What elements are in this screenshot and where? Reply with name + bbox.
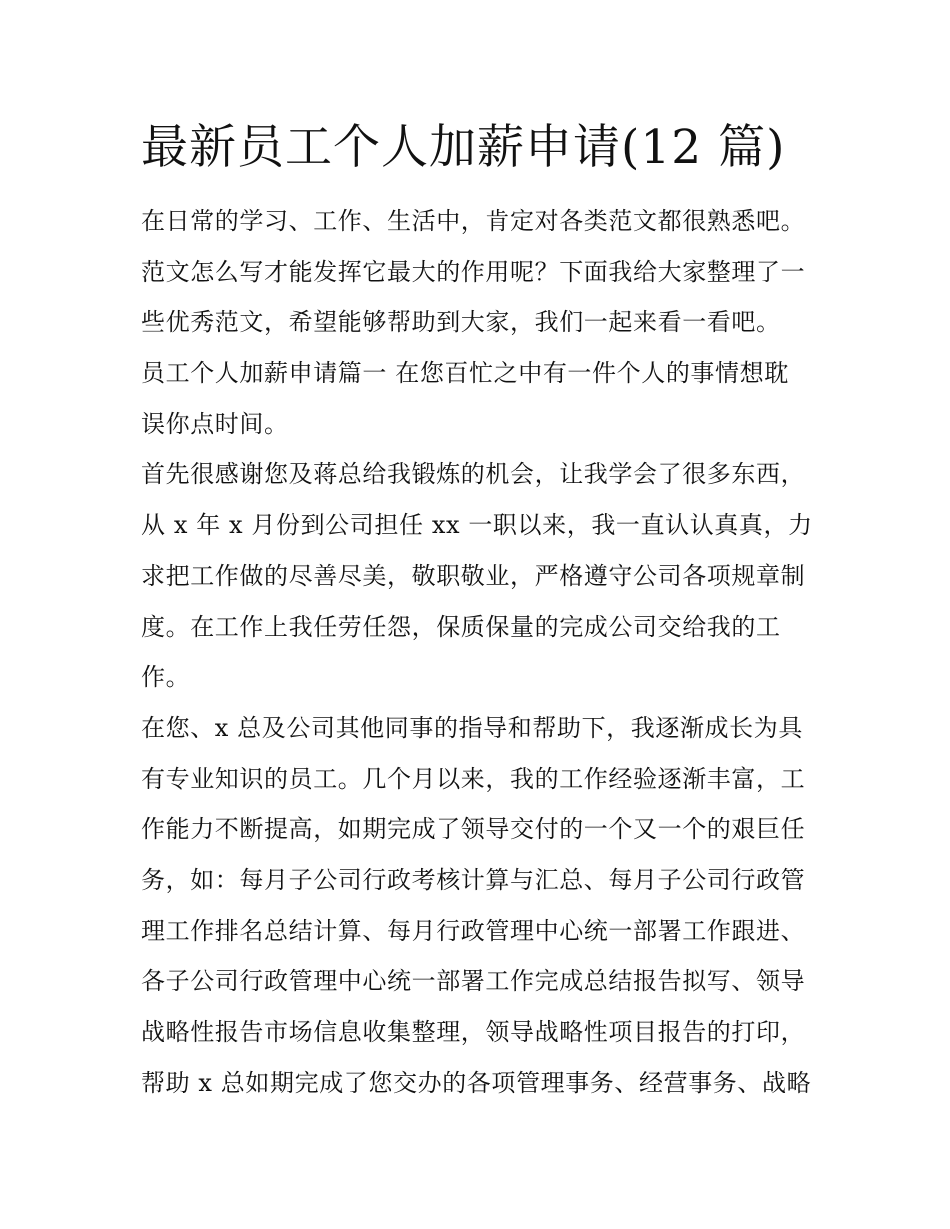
body-line: 在您、x 总及公司其他同事的指导和帮助下，我逐渐成长为具	[141, 713, 803, 742]
body-line: 度。在工作上我任劳任怨，保质保量的完成公司交给我的工	[141, 612, 781, 641]
body-line: 些优秀范文，希望能够帮助到大家，我们一起来看一看吧。	[141, 308, 781, 337]
body-line: 务，如：每月子公司行政考核计算与汇总、每月子公司行政管	[141, 865, 806, 894]
body-line: 误你点时间。	[141, 409, 289, 438]
body-line: 在日常的学习、工作、生活中，肯定对各类范文都很熟悉吧。	[141, 207, 806, 235]
body-line: 理工作排名总结计算、每月行政管理中心统一部署工作跟进、	[141, 916, 806, 945]
body-line: 有专业知识的员工。几个月以来，我的工作经验逐渐丰富，工	[141, 764, 806, 793]
body-line: 从 x 年 x 月份到公司担任 xx 一职以来，我一直认认真真，力	[141, 511, 813, 540]
body-line: 战略性报告市场信息收集整理，领导战略性项目报告的打印，	[141, 1018, 806, 1046]
body-line: 帮助 x 总如期完成了您交办的各项管理事务、经营事务、战略	[141, 1068, 812, 1097]
body-line: 求把工作做的尽善尽美，敬职敬业，严格遵守公司各项规章制	[141, 561, 806, 590]
body-line: 员工个人加薪申请篇一 在您百忙之中有一件个人的事情想耽	[141, 359, 789, 388]
document-body	[141, 196, 841, 1108]
body-line: 首先很感谢您及蒋总给我锻炼的机会，让我学会了很多东西，	[141, 460, 806, 489]
body-line: 作。	[141, 663, 191, 692]
body-line: 范文怎么写才能发挥它最大的作用呢？下面我给大家整理了一	[141, 257, 806, 286]
body-line: 作能力不断提高，如期完成了领导交付的一个又一个的艰巨任	[141, 815, 806, 844]
body-line: 各子公司行政管理中心统一部署工作完成总结报告拟写、领导	[141, 967, 806, 996]
document-title: 最新员工个人加薪申请(12 篇)	[141, 120, 786, 175]
